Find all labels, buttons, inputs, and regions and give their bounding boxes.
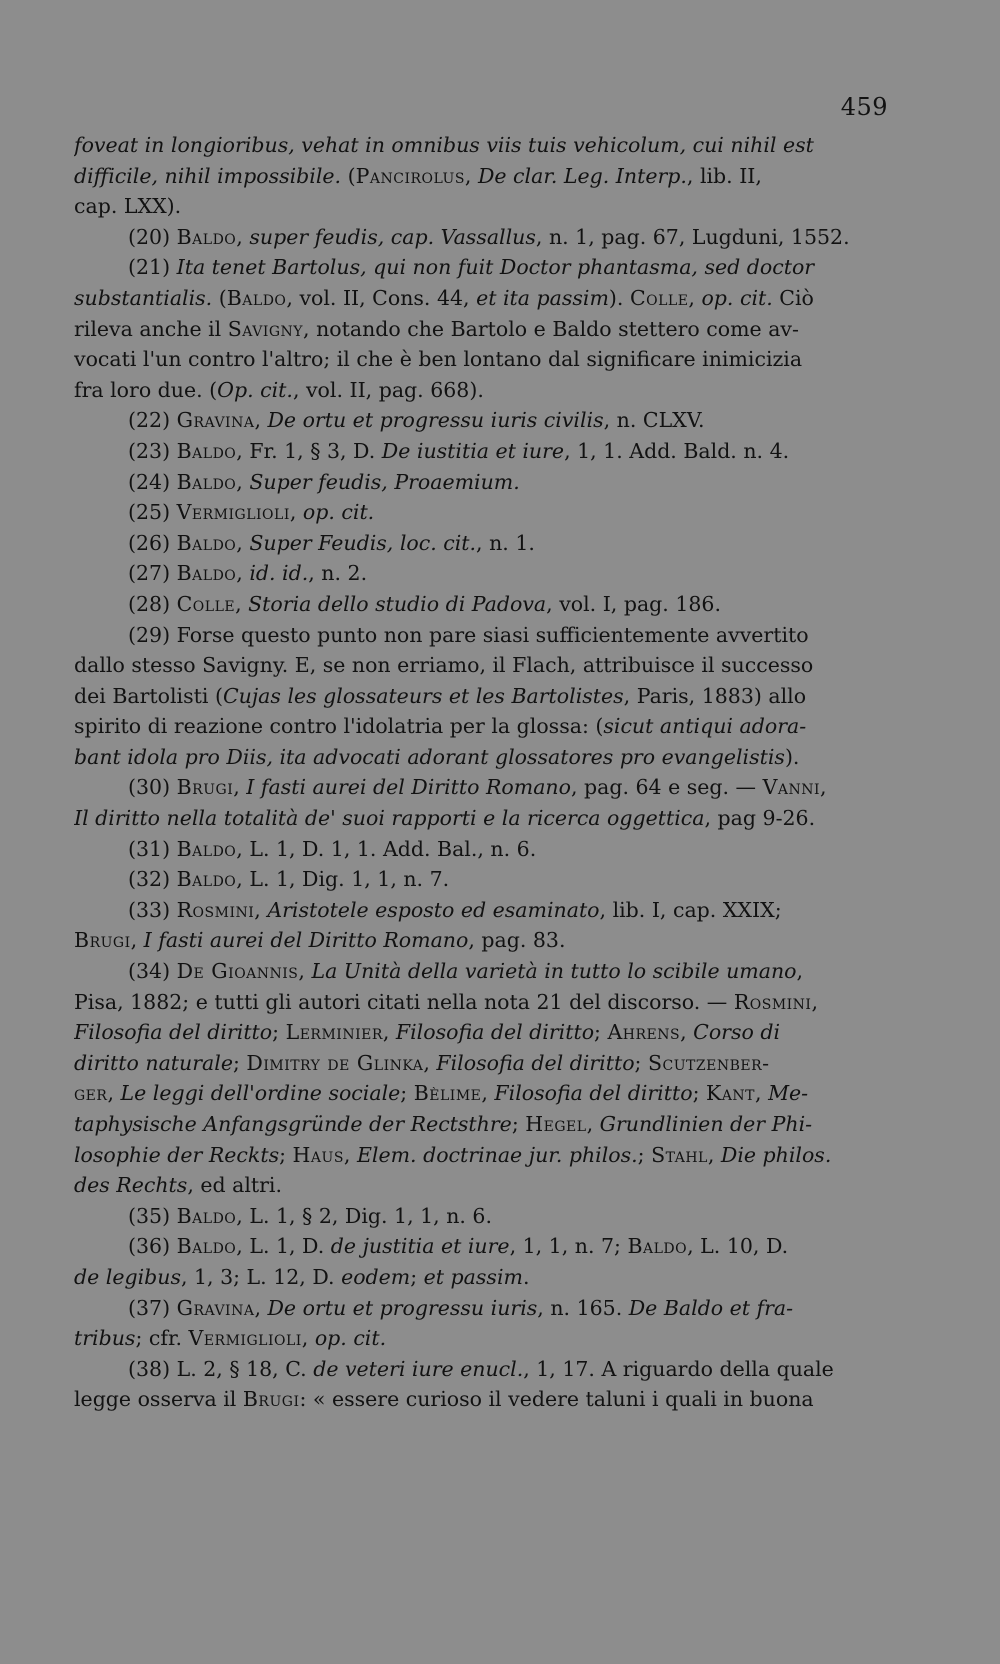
text-line: (38) L. 2, § 18, C. de veteri iure enucl., 1, 17. A riguardo della quale <box>128 1356 834 1381</box>
text-line: (26) Baldo, Super Feudis, loc. cit., n. 1. <box>128 530 535 555</box>
text-line: (27) Baldo, id. id., n. 2. <box>128 561 368 586</box>
text-line: dallo stesso Savigny. E, se non erriamo, il Flach, attribuisce il successo <box>74 653 814 678</box>
text-line: cap. LXX). <box>74 194 182 219</box>
text-line: taphysische Anfangsgründe der Rectsthre; Hegel, Grundlinien der Phi- <box>74 1112 813 1136</box>
text-line: des Rechts, ed altri. <box>74 1173 283 1198</box>
text-line: (22) Gravina, De ortu et progressu iuris civilis, n. CLXV. <box>128 408 705 433</box>
text-line: (20) Baldo, super feudis, cap. Vassallus, n. 1, pag. 67, Lugduni, 1552. <box>128 224 850 249</box>
text-line: (29) Forse questo punto non pare siasi sufficientemente avvertito <box>128 622 809 647</box>
text-line: tribus; cfr. Vermiglioli, op. cit. <box>74 1326 387 1351</box>
text-line: Filosofia del diritto; Lerminier, Filosofia del diritto; Ahrens, Corso di <box>74 1020 781 1045</box>
text-line: foveat in longioribus, vehat in omnibus viis tuis vehicolum, cui nihil est <box>74 133 814 157</box>
text-line: (25) Vermiglioli, op. cit. <box>128 500 375 525</box>
page-number: 459 <box>840 93 888 121</box>
text-line: (24) Baldo, Super feudis, Proaemium. <box>128 469 520 494</box>
text-line: diritto naturale; Dimitry de Glinka, Filosofia del diritto; Scutzenber- <box>74 1050 770 1075</box>
text-line: losophie der Reckts; Haus, Elem. doctrinae jur. philos.; Stahl, Die philos. <box>74 1142 832 1167</box>
text-line: vocati l'un contro l'altro; il che è ben lontano dal significare inimicizia <box>74 347 803 372</box>
text-line: (33) Rosmini, Aristotele esposto ed esaminato, lib. I, cap. XXIX; <box>128 897 782 922</box>
text-line: (35) Baldo, L. 1, § 2, Dig. 1, 1, n. 6. <box>128 1203 492 1228</box>
text-line: (37) Gravina, De ortu et progressu iuris, n. 165. De Baldo et fra- <box>128 1295 794 1320</box>
text-line: Il diritto nella totalità de' suoi rapporti e la ricerca oggettica, pag 9-26. <box>74 806 816 831</box>
text-line: de legibus, 1, 3; L. 12, D. eodem; et passim. <box>74 1264 530 1289</box>
text-line: legge osserva il Brugi: « essere curioso il vedere taluni i quali in buona <box>74 1387 814 1412</box>
text-line: (21) Ita tenet Bartolus, qui non fuit Doctor phantasma, sed doctor <box>128 255 815 280</box>
text-line: difficile, nihil impossibile. (Pancirolus, De clar. Leg. Interp., lib. II, <box>74 163 762 188</box>
text-line: ger, Le leggi dell'ordine sociale; Bèlime, Filosofia del diritto; Kant, Me- <box>74 1081 809 1106</box>
text-line: Pisa, 1882; e tutti gli autori citati nella nota 21 del discorso. — Rosmini, <box>74 989 818 1014</box>
text-line: fra loro due. (Op. cit., vol. II, pag. 668). <box>74 377 484 402</box>
text-line: dei Bartolisti (Cujas les glossateurs et les Bartolistes, Paris, 1883) allo <box>74 683 807 708</box>
text-line: (23) Baldo, Fr. 1, § 3, D. De iustitia et iure, 1, 1. Add. Bald. n. 4. <box>128 438 790 463</box>
text-line: bant idola pro Diis, ita advocati adorant glossatores pro evangelistis). <box>74 744 800 769</box>
text-line: (28) Colle, Storia dello studio di Padova, vol. I, pag. 186. <box>128 591 721 616</box>
text-line: (30) Brugi, I fasti aurei del Diritto Romano, pag. 64 e seg. — Vanni, <box>128 775 827 800</box>
text-line: (31) Baldo, L. 1, D. 1, 1. Add. Bal., n. 6. <box>128 836 537 861</box>
text-line: substantialis. (Baldo, vol. II, Cons. 44, et ita passim). Colle, op. cit. Ciò <box>74 285 814 310</box>
text-line: Brugi, I fasti aurei del Diritto Romano, pag. 83. <box>74 928 566 953</box>
text-line: (32) Baldo, L. 1, Dig. 1, 1, n. 7. <box>128 867 450 892</box>
text-line: rileva anche il Savigny, notando che Bartolo e Baldo stettero come av- <box>74 316 799 341</box>
text-line: (36) Baldo, L. 1, D. de justitia et iure, 1, 1, n. 7; Baldo, L. 10, D. <box>128 1234 789 1259</box>
text-line: (34) De Gioannis, La Unità della varietà in tutto lo scibile umano, <box>128 959 804 984</box>
text-line: spirito di reazione contro l'idolatria per la glossa: (sicut antiqui adora- <box>74 714 807 739</box>
footnotes-body <box>74 130 890 1415</box>
